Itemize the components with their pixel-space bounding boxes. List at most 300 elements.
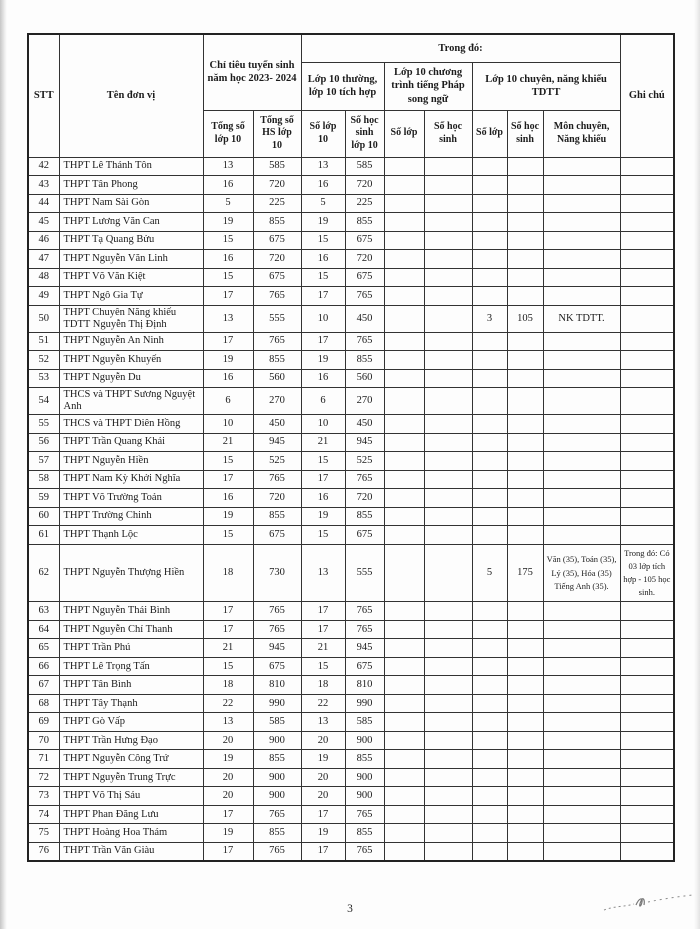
- cell-tong-so-hs-lop-10: 945: [253, 433, 301, 452]
- cell-so-hoc-sinh-lop-10-thuong: 585: [345, 157, 384, 176]
- cell-so-hoc-sinh-chuyen: [507, 470, 543, 489]
- cell-so-hoc-sinh-lop-10-thuong: 945: [345, 433, 384, 452]
- cell-ghi-chu: [620, 305, 674, 332]
- table-row: [28, 332, 674, 351]
- cell-ten-don-vi: THPT Trường Chinh: [59, 507, 203, 526]
- cell-so-lop-10-thuong: 21: [301, 433, 345, 452]
- table-row: [28, 213, 674, 232]
- cell-tong-so-lop-10: 17: [203, 287, 253, 306]
- cell-so-lop-phap: [384, 805, 424, 824]
- cell-so-lop-10-thuong: 17: [301, 287, 345, 306]
- cell-so-lop-chuyen: [472, 470, 507, 489]
- cell-so-hoc-sinh-chuyen: [507, 639, 543, 658]
- cell-so-hoc-sinh-lop-10-thuong: 765: [345, 602, 384, 621]
- cell-tong-so-lop-10: 17: [203, 805, 253, 824]
- cell-so-hoc-sinh-chuyen: [507, 194, 543, 213]
- cell-so-lop-10-thuong: 15: [301, 657, 345, 676]
- cell-so-lop-phap: [384, 676, 424, 695]
- cell-so-hoc-sinh-lop-10-thuong: 855: [345, 507, 384, 526]
- cell-ten-don-vi: THPT Nam Kỳ Khởi Nghĩa: [59, 470, 203, 489]
- cell-stt: 64: [28, 620, 59, 639]
- scan-edge-left: [0, 0, 7, 929]
- cell-tong-so-lop-10: 21: [203, 433, 253, 452]
- cell-ghi-chu: [620, 787, 674, 806]
- cell-tong-so-hs-lop-10: 720: [253, 176, 301, 195]
- table-row: [28, 194, 674, 213]
- cell-so-lop-10-thuong: 17: [301, 805, 345, 824]
- cell-tong-so-hs-lop-10: 675: [253, 231, 301, 250]
- cell-so-lop-10-thuong: 17: [301, 602, 345, 621]
- cell-ten-don-vi: THPT Võ Trường Toản: [59, 489, 203, 508]
- cell-so-hoc-sinh-lop-10-thuong: 525: [345, 452, 384, 471]
- cell-stt: 50: [28, 305, 59, 332]
- cell-so-hoc-sinh-chuyen: [507, 507, 543, 526]
- cell-so-hoc-sinh-lop-10-thuong: 675: [345, 526, 384, 545]
- cell-so-lop-chuyen: [472, 639, 507, 658]
- cell-mon-chuyen: [543, 526, 620, 545]
- cell-so-lop-chuyen: [472, 176, 507, 195]
- cell-so-lop-10-thuong: 17: [301, 620, 345, 639]
- cell-tong-so-lop-10: 17: [203, 842, 253, 861]
- cell-tong-so-lop-10: 18: [203, 544, 253, 602]
- cell-ten-don-vi: THPT Hoàng Hoa Thám: [59, 824, 203, 843]
- cell-mon-chuyen: [543, 694, 620, 713]
- table-row: [28, 305, 674, 332]
- cell-mon-chuyen: [543, 268, 620, 287]
- cell-so-lop-phap: [384, 268, 424, 287]
- cell-stt: 60: [28, 507, 59, 526]
- cell-so-hoc-sinh-lop-10-thuong: 765: [345, 620, 384, 639]
- cell-ten-don-vi: THPT Trần Phú: [59, 639, 203, 658]
- cell-ghi-chu: [620, 620, 674, 639]
- cell-mon-chuyen: [543, 452, 620, 471]
- cell-so-hoc-sinh-chuyen: [507, 157, 543, 176]
- cell-so-hoc-sinh-phap: [424, 750, 472, 769]
- cell-tong-so-lop-10: 15: [203, 526, 253, 545]
- cell-stt: 45: [28, 213, 59, 232]
- cell-so-hoc-sinh-phap: [424, 639, 472, 658]
- cell-mon-chuyen: [543, 388, 620, 415]
- cell-so-hoc-sinh-phap: [424, 657, 472, 676]
- cell-tong-so-lop-10: 19: [203, 750, 253, 769]
- cell-so-hoc-sinh-chuyen: [507, 787, 543, 806]
- subheader-so-lop-10: Số lớp 10: [301, 110, 345, 157]
- cell-tong-so-hs-lop-10: 855: [253, 507, 301, 526]
- cell-so-hoc-sinh-phap: [424, 526, 472, 545]
- cell-ghi-chu: [620, 694, 674, 713]
- cell-so-lop-phap: [384, 369, 424, 388]
- cell-stt: 51: [28, 332, 59, 351]
- table-row: [28, 639, 674, 658]
- signature-mark: [600, 888, 695, 918]
- cell-so-hoc-sinh-phap: [424, 731, 472, 750]
- cell-stt: 65: [28, 639, 59, 658]
- cell-so-lop-phap: [384, 768, 424, 787]
- cell-tong-so-lop-10: 13: [203, 157, 253, 176]
- cell-tong-so-hs-lop-10: 900: [253, 768, 301, 787]
- cell-so-lop-10-thuong: 17: [301, 842, 345, 861]
- cell-stt: 47: [28, 250, 59, 269]
- cell-so-hoc-sinh-lop-10-thuong: 765: [345, 805, 384, 824]
- cell-so-hoc-sinh-phap: [424, 787, 472, 806]
- cell-so-lop-10-thuong: 5: [301, 194, 345, 213]
- cell-so-lop-10-thuong: 18: [301, 676, 345, 695]
- cell-stt: 73: [28, 787, 59, 806]
- table-row: [28, 602, 674, 621]
- cell-so-hoc-sinh-lop-10-thuong: 900: [345, 787, 384, 806]
- cell-so-hoc-sinh-chuyen: [507, 351, 543, 370]
- cell-so-lop-phap: [384, 507, 424, 526]
- cell-so-lop-chuyen: [472, 526, 507, 545]
- cell-so-hoc-sinh-chuyen: [507, 526, 543, 545]
- subheader-tong-so-hs-lop-10: Tổng số HS lớp 10: [253, 110, 301, 157]
- cell-tong-so-lop-10: 15: [203, 657, 253, 676]
- cell-so-lop-10-thuong: 19: [301, 750, 345, 769]
- cell-ten-don-vi: THPT Tây Thạnh: [59, 694, 203, 713]
- cell-so-lop-10-thuong: 19: [301, 213, 345, 232]
- cell-so-hoc-sinh-chuyen: [507, 452, 543, 471]
- cell-tong-so-hs-lop-10: 560: [253, 369, 301, 388]
- subheader-so-hoc-sinh-phap: Số học sinh: [424, 110, 472, 157]
- cell-ghi-chu: [620, 639, 674, 658]
- table-row: [28, 470, 674, 489]
- enrollment-quota-table: [27, 33, 675, 862]
- cell-so-hoc-sinh-chuyen: [507, 433, 543, 452]
- cell-so-hoc-sinh-lop-10-thuong: 450: [345, 415, 384, 434]
- cell-mon-chuyen: Văn (35), Toán (35), Lý (35), Hóa (35) Tiếng Anh (35).: [543, 544, 620, 602]
- cell-so-lop-10-thuong: 21: [301, 639, 345, 658]
- cell-so-lop-10-thuong: 17: [301, 332, 345, 351]
- cell-so-hoc-sinh-lop-10-thuong: 225: [345, 194, 384, 213]
- cell-so-hoc-sinh-chuyen: [507, 415, 543, 434]
- cell-so-lop-10-thuong: 10: [301, 305, 345, 332]
- cell-ten-don-vi: THPT Nguyễn Chí Thanh: [59, 620, 203, 639]
- cell-so-hoc-sinh-chuyen: [507, 369, 543, 388]
- cell-tong-so-hs-lop-10: 990: [253, 694, 301, 713]
- cell-stt: 48: [28, 268, 59, 287]
- cell-so-lop-10-thuong: 16: [301, 250, 345, 269]
- cell-ten-don-vi: THPT Gò Vấp: [59, 713, 203, 732]
- table-row: [28, 768, 674, 787]
- table-row: [28, 676, 674, 695]
- cell-so-lop-10-thuong: 19: [301, 351, 345, 370]
- cell-so-hoc-sinh-phap: [424, 470, 472, 489]
- table-row: [28, 433, 674, 452]
- cell-so-hoc-sinh-phap: [424, 157, 472, 176]
- cell-mon-chuyen: [543, 250, 620, 269]
- cell-tong-so-hs-lop-10: 855: [253, 351, 301, 370]
- cell-so-hoc-sinh-phap: [424, 713, 472, 732]
- cell-ten-don-vi: THPT Chuyên Năng khiếu TDTT Nguyễn Thị Định: [59, 305, 203, 332]
- cell-stt: 69: [28, 713, 59, 732]
- cell-tong-so-lop-10: 15: [203, 268, 253, 287]
- cell-ghi-chu: [620, 676, 674, 695]
- cell-so-lop-chuyen: 5: [472, 544, 507, 602]
- cell-ten-don-vi: THPT Nguyễn Trung Trực: [59, 768, 203, 787]
- cell-tong-so-lop-10: 21: [203, 639, 253, 658]
- cell-so-hoc-sinh-chuyen: [507, 332, 543, 351]
- cell-ten-don-vi: THPT Nguyễn Thái Bình: [59, 602, 203, 621]
- cell-stt: 74: [28, 805, 59, 824]
- cell-tong-so-lop-10: 16: [203, 489, 253, 508]
- cell-ten-don-vi: THPT Trần Hưng Đạo: [59, 731, 203, 750]
- cell-so-lop-phap: [384, 489, 424, 508]
- table-row: [28, 824, 674, 843]
- cell-ten-don-vi: THPT Lê Thánh Tôn: [59, 157, 203, 176]
- cell-ghi-chu: [620, 332, 674, 351]
- cell-mon-chuyen: [543, 351, 620, 370]
- cell-ten-don-vi: THCS và THPT Diên Hồng: [59, 415, 203, 434]
- cell-so-hoc-sinh-chuyen: [507, 805, 543, 824]
- cell-so-lop-10-thuong: 16: [301, 176, 345, 195]
- cell-tong-so-hs-lop-10: 270: [253, 388, 301, 415]
- cell-so-hoc-sinh-lop-10-thuong: 560: [345, 369, 384, 388]
- cell-tong-so-hs-lop-10: 450: [253, 415, 301, 434]
- cell-stt: 46: [28, 231, 59, 250]
- cell-tong-so-lop-10: 17: [203, 620, 253, 639]
- cell-stt: 54: [28, 388, 59, 415]
- cell-ghi-chu: [620, 805, 674, 824]
- cell-stt: 58: [28, 470, 59, 489]
- cell-so-hoc-sinh-chuyen: [507, 842, 543, 861]
- cell-so-hoc-sinh-lop-10-thuong: 855: [345, 351, 384, 370]
- cell-ghi-chu: [620, 157, 674, 176]
- table-row: [28, 731, 674, 750]
- cell-so-hoc-sinh-chuyen: [507, 676, 543, 695]
- cell-ghi-chu: [620, 415, 674, 434]
- cell-tong-so-lop-10: 20: [203, 731, 253, 750]
- cell-so-lop-10-thuong: 19: [301, 507, 345, 526]
- header-ten-don-vi: Tên đơn vị: [59, 34, 203, 157]
- cell-ten-don-vi: THPT Nguyễn Công Trứ: [59, 750, 203, 769]
- cell-mon-chuyen: [543, 842, 620, 861]
- cell-so-hoc-sinh-lop-10-thuong: 765: [345, 470, 384, 489]
- cell-tong-so-hs-lop-10: 765: [253, 620, 301, 639]
- cell-mon-chuyen: [543, 194, 620, 213]
- cell-so-hoc-sinh-phap: [424, 176, 472, 195]
- cell-tong-so-lop-10: 17: [203, 602, 253, 621]
- cell-tong-so-lop-10: 22: [203, 694, 253, 713]
- cell-so-lop-phap: [384, 231, 424, 250]
- cell-so-hoc-sinh-chuyen: [507, 657, 543, 676]
- cell-so-hoc-sinh-phap: [424, 842, 472, 861]
- cell-ghi-chu: [620, 768, 674, 787]
- cell-tong-so-hs-lop-10: 855: [253, 824, 301, 843]
- cell-stt: 59: [28, 489, 59, 508]
- cell-mon-chuyen: [543, 287, 620, 306]
- cell-so-hoc-sinh-chuyen: [507, 489, 543, 508]
- cell-ten-don-vi: THPT Nam Sài Gòn: [59, 194, 203, 213]
- cell-tong-so-lop-10: 15: [203, 452, 253, 471]
- cell-so-hoc-sinh-lop-10-thuong: 765: [345, 287, 384, 306]
- cell-stt: 68: [28, 694, 59, 713]
- header-stt: STT: [28, 34, 59, 157]
- cell-mon-chuyen: [543, 620, 620, 639]
- cell-so-hoc-sinh-phap: [424, 433, 472, 452]
- cell-stt: 55: [28, 415, 59, 434]
- cell-so-lop-10-thuong: 6: [301, 388, 345, 415]
- table-row: [28, 415, 674, 434]
- cell-stt: 72: [28, 768, 59, 787]
- header-lop10-phap-song-ngu: Lớp 10 chương trình tiếng Pháp song ngữ: [384, 62, 472, 110]
- cell-so-lop-phap: [384, 750, 424, 769]
- cell-tong-so-hs-lop-10: 720: [253, 250, 301, 269]
- cell-so-lop-10-thuong: 22: [301, 694, 345, 713]
- cell-mon-chuyen: [543, 415, 620, 434]
- cell-ten-don-vi: THPT Nguyễn An Ninh: [59, 332, 203, 351]
- cell-ghi-chu: [620, 842, 674, 861]
- subheader-so-hoc-sinh-chuyen: Số học sinh: [507, 110, 543, 157]
- table-row: [28, 351, 674, 370]
- cell-tong-so-lop-10: 10: [203, 415, 253, 434]
- subheader-mon-chuyen-nang-khieu: Môn chuyên, Năng khiếu: [543, 110, 620, 157]
- cell-so-hoc-sinh-phap: [424, 694, 472, 713]
- cell-ten-don-vi: THPT Võ Thị Sáu: [59, 787, 203, 806]
- cell-so-hoc-sinh-lop-10-thuong: 765: [345, 842, 384, 861]
- subheader-tong-so-lop-10: Tổng số lớp 10: [203, 110, 253, 157]
- cell-so-lop-phap: [384, 470, 424, 489]
- table-row: [28, 750, 674, 769]
- cell-so-hoc-sinh-chuyen: 175: [507, 544, 543, 602]
- table-row: [28, 507, 674, 526]
- cell-tong-so-hs-lop-10: 810: [253, 676, 301, 695]
- cell-tong-so-hs-lop-10: 585: [253, 157, 301, 176]
- cell-so-hoc-sinh-phap: [424, 250, 472, 269]
- table-row: [28, 787, 674, 806]
- cell-so-lop-phap: [384, 824, 424, 843]
- cell-so-lop-chuyen: [472, 602, 507, 621]
- cell-so-lop-phap: [384, 842, 424, 861]
- cell-so-lop-phap: [384, 639, 424, 658]
- cell-so-hoc-sinh-chuyen: [507, 713, 543, 732]
- cell-so-hoc-sinh-lop-10-thuong: 675: [345, 231, 384, 250]
- cell-ten-don-vi: THPT Võ Văn Kiệt: [59, 268, 203, 287]
- cell-mon-chuyen: [543, 657, 620, 676]
- cell-so-lop-chuyen: [472, 268, 507, 287]
- table-row: [28, 452, 674, 471]
- cell-mon-chuyen: [543, 231, 620, 250]
- cell-tong-so-hs-lop-10: 555: [253, 305, 301, 332]
- cell-so-lop-chuyen: [472, 332, 507, 351]
- cell-stt: 53: [28, 369, 59, 388]
- cell-ten-don-vi: THPT Lê Trọng Tấn: [59, 657, 203, 676]
- cell-tong-so-hs-lop-10: 585: [253, 713, 301, 732]
- cell-tong-so-hs-lop-10: 855: [253, 750, 301, 769]
- cell-so-lop-chuyen: [472, 787, 507, 806]
- cell-mon-chuyen: [543, 731, 620, 750]
- cell-stt: 43: [28, 176, 59, 195]
- cell-mon-chuyen: [543, 489, 620, 508]
- page-number: 3: [347, 903, 353, 915]
- cell-tong-so-lop-10: 19: [203, 213, 253, 232]
- cell-so-hoc-sinh-phap: [424, 824, 472, 843]
- cell-so-hoc-sinh-phap: [424, 213, 472, 232]
- cell-so-hoc-sinh-phap: [424, 768, 472, 787]
- cell-tong-so-lop-10: 19: [203, 351, 253, 370]
- table-row: [28, 526, 674, 545]
- cell-mon-chuyen: [543, 639, 620, 658]
- cell-so-lop-10-thuong: 13: [301, 544, 345, 602]
- cell-tong-so-lop-10: 17: [203, 332, 253, 351]
- cell-so-lop-chuyen: [472, 489, 507, 508]
- cell-so-lop-phap: [384, 694, 424, 713]
- cell-so-hoc-sinh-lop-10-thuong: 720: [345, 489, 384, 508]
- header-row-1: [28, 34, 674, 62]
- cell-so-lop-phap: [384, 305, 424, 332]
- cell-tong-so-hs-lop-10: 765: [253, 602, 301, 621]
- cell-tong-so-hs-lop-10: 900: [253, 787, 301, 806]
- cell-so-hoc-sinh-phap: [424, 305, 472, 332]
- cell-stt: 49: [28, 287, 59, 306]
- cell-so-hoc-sinh-chuyen: [507, 176, 543, 195]
- cell-stt: 75: [28, 824, 59, 843]
- cell-ghi-chu: [620, 526, 674, 545]
- cell-so-hoc-sinh-chuyen: [507, 694, 543, 713]
- cell-mon-chuyen: NK TDTT.: [543, 305, 620, 332]
- cell-so-hoc-sinh-lop-10-thuong: 585: [345, 713, 384, 732]
- cell-so-lop-chuyen: [472, 388, 507, 415]
- header-lop10-thuong-tich-hop: Lớp 10 thường, lớp 10 tích hợp: [301, 62, 384, 110]
- cell-so-lop-chuyen: [472, 768, 507, 787]
- cell-so-lop-chuyen: [472, 157, 507, 176]
- cell-so-lop-phap: [384, 332, 424, 351]
- header-chi-tieu: Chỉ tiêu tuyển sinh năm học 2023- 2024: [203, 34, 301, 110]
- cell-so-hoc-sinh-chuyen: [507, 602, 543, 621]
- cell-ghi-chu: [620, 194, 674, 213]
- cell-mon-chuyen: [543, 824, 620, 843]
- cell-so-lop-phap: [384, 250, 424, 269]
- cell-so-lop-10-thuong: 15: [301, 268, 345, 287]
- cell-so-hoc-sinh-lop-10-thuong: 945: [345, 639, 384, 658]
- cell-so-lop-chuyen: [472, 213, 507, 232]
- cell-so-lop-chuyen: [472, 231, 507, 250]
- cell-ghi-chu: [620, 388, 674, 415]
- cell-so-hoc-sinh-phap: [424, 805, 472, 824]
- cell-mon-chuyen: [543, 332, 620, 351]
- table-row: [28, 544, 674, 602]
- cell-so-hoc-sinh-phap: [424, 676, 472, 695]
- cell-so-lop-chuyen: [472, 694, 507, 713]
- cell-tong-so-hs-lop-10: 675: [253, 268, 301, 287]
- cell-stt: 63: [28, 602, 59, 621]
- cell-ten-don-vi: THPT Ngô Gia Tự: [59, 287, 203, 306]
- cell-so-hoc-sinh-lop-10-thuong: 555: [345, 544, 384, 602]
- cell-ghi-chu: [620, 351, 674, 370]
- cell-so-lop-chuyen: 3: [472, 305, 507, 332]
- cell-tong-so-hs-lop-10: 900: [253, 731, 301, 750]
- cell-so-lop-phap: [384, 213, 424, 232]
- cell-so-lop-chuyen: [472, 507, 507, 526]
- cell-tong-so-lop-10: 18: [203, 676, 253, 695]
- cell-stt: 61: [28, 526, 59, 545]
- cell-so-hoc-sinh-lop-10-thuong: 855: [345, 824, 384, 843]
- cell-mon-chuyen: [543, 470, 620, 489]
- cell-tong-so-lop-10: 13: [203, 305, 253, 332]
- cell-so-lop-10-thuong: 13: [301, 713, 345, 732]
- table-row: [28, 620, 674, 639]
- cell-so-hoc-sinh-phap: [424, 231, 472, 250]
- table-row: [28, 250, 674, 269]
- cell-tong-so-lop-10: 19: [203, 507, 253, 526]
- cell-so-lop-phap: [384, 176, 424, 195]
- cell-mon-chuyen: [543, 602, 620, 621]
- cell-so-hoc-sinh-lop-10-thuong: 900: [345, 731, 384, 750]
- cell-ghi-chu: [620, 713, 674, 732]
- cell-so-hoc-sinh-chuyen: [507, 268, 543, 287]
- cell-mon-chuyen: [543, 750, 620, 769]
- cell-so-hoc-sinh-chuyen: [507, 250, 543, 269]
- cell-ten-don-vi: THPT Thạnh Lộc: [59, 526, 203, 545]
